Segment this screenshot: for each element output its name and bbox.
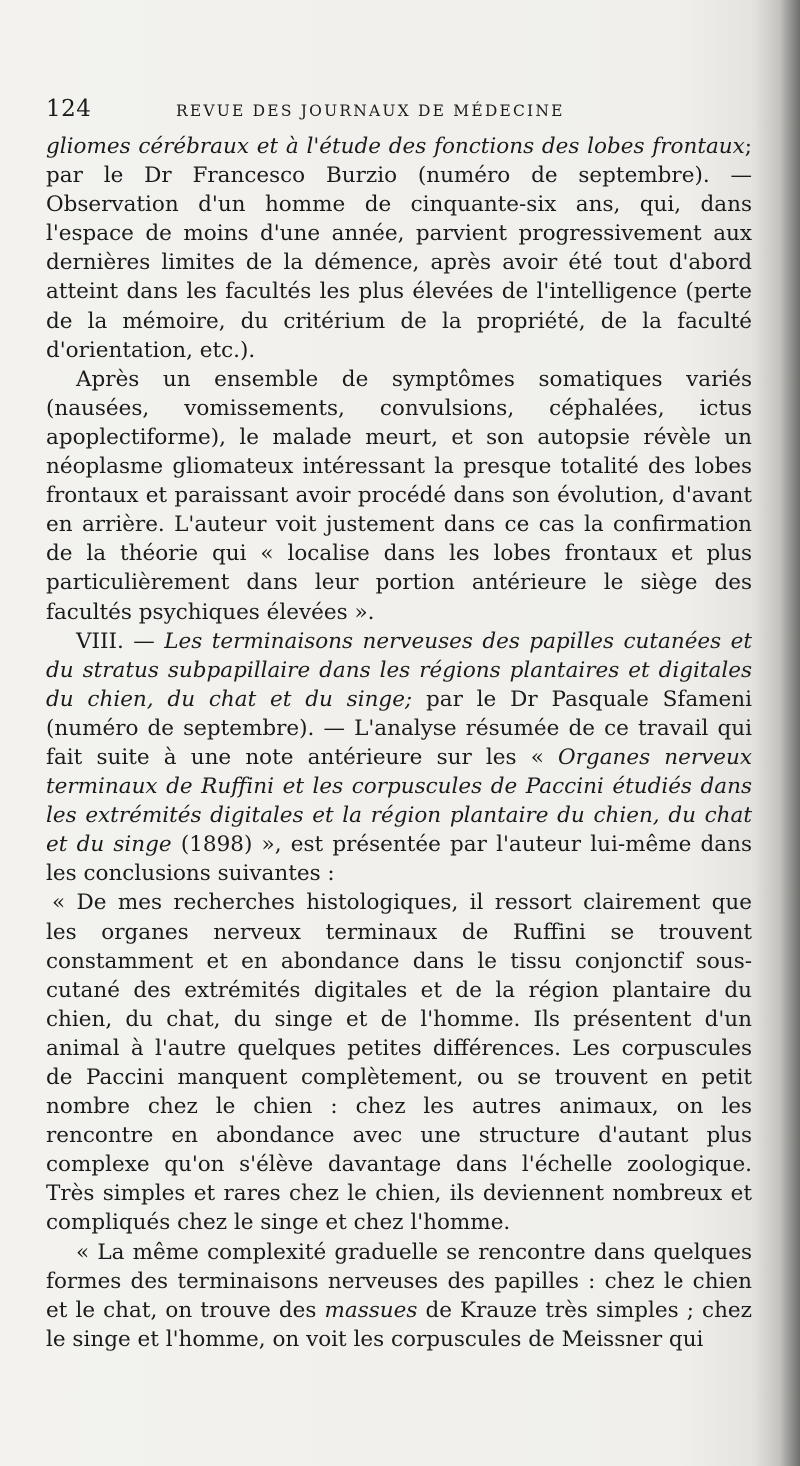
page-binding-shadow [754, 0, 800, 1466]
paragraph-text: (1898) », est présentée par l'auteur lui-même dans les conclusions suivantes : [46, 832, 752, 887]
paragraph-text: ; par le Dr Francesco Burzio (numéro de septembre). — Observation d'un homme de cinquante-six ans, qui, dans l'espace de moins d'une année, parvient progressivement aux dernières limites de la démence, après avoir été tout d'abord atteint dans les facultés les plus élevées de l'intelligence (perte de la mémoire, du critérium de la propriété, de la faculté d'orientation, etc.). [46, 134, 752, 363]
page-number: 124 [46, 96, 92, 122]
article-title-italic: Les terminaisons nerveuses des papilles cutanées et du stratus subpapillaire dans les régions plantaires et digitales du chien, du chat et du singe; [46, 628, 752, 712]
italic-term: massues [324, 1297, 418, 1323]
paragraph-text: « La même complexité graduelle se rencontre dans quelques formes des terminaisons nerveuses des papilles : chez le chien et le chat, on trouve des [46, 1239, 752, 1323]
page-header [46, 96, 752, 130]
quote-paragraph-2 [46, 1238, 752, 1354]
running-title: REVUE DES JOURNAUX DE MÉDECINE [176, 102, 565, 120]
section-number: VIII. — [76, 628, 165, 654]
paragraph-text: « De mes recherches histologiques, il ressort clairement que les organes nerveux terminaux de Ruffini se trouvent constamment et en abondance dans le tissu conjonctif sous-cutané des extrémités digitales et de la région plantaire du chien, du chat, du singe et de l'homme. Ils présentent d'un animal à l'autre quelques petites différences. Les corpuscules de Paccini manquent complètement, ou se trouvent en petit nombre chez le chien : chez les autres animaux, on les rencontre en abondance avec une structure d'autant plus complexe qu'on s'élève davantage dans l'échelle zoologique. Très simples et rares chez le chien, ils deviennent nombreux et compliqués chez le singe et chez l'homme. [46, 890, 752, 1236]
paragraph-text: Après un ensemble de symptômes somatiques variés (nausées, vomissements, convulsions, céphalées, ictus apoplectiforme), le malade meurt, et son autopsie révèle un néoplasme gliomateux intéressant la presque totalité des lobes frontaux et paraissant avoir procédé dans son évolution, d'avant en arrière. L'auteur voit justement dans ce cas la confirmation de la théorie qui « localise dans les lobes frontaux et plus particulièrement dans leur portion antérieure le siège des facultés psychiques élevées ». [46, 366, 752, 625]
section-viii [46, 627, 752, 889]
article-title-italic: gliomes cérébraux et à l'étude des fonctions des lobes frontaux [46, 134, 745, 159]
paragraph-text: de Krauze très simples ; chez le singe et l'homme, on voit les corpuscules de Meissner qui [46, 1297, 752, 1352]
paragraph-burzio [46, 132, 752, 365]
quote-paragraph-1 [46, 888, 752, 1237]
paragraph-autopsy [46, 365, 752, 627]
paragraph-text: par le Dr Pasquale Sfameni (numéro de septembre). — L'analyse résumée de ce travail qui fait suite à une note antérieure sur les « [46, 686, 752, 770]
body-text [46, 132, 752, 1354]
cited-title-italic: Organes nerveux terminaux de Ruffini et les corpuscules de Paccini étudiés dans les extrémités digitales et la région plantaire du chien, du chat et du singe [46, 744, 752, 858]
